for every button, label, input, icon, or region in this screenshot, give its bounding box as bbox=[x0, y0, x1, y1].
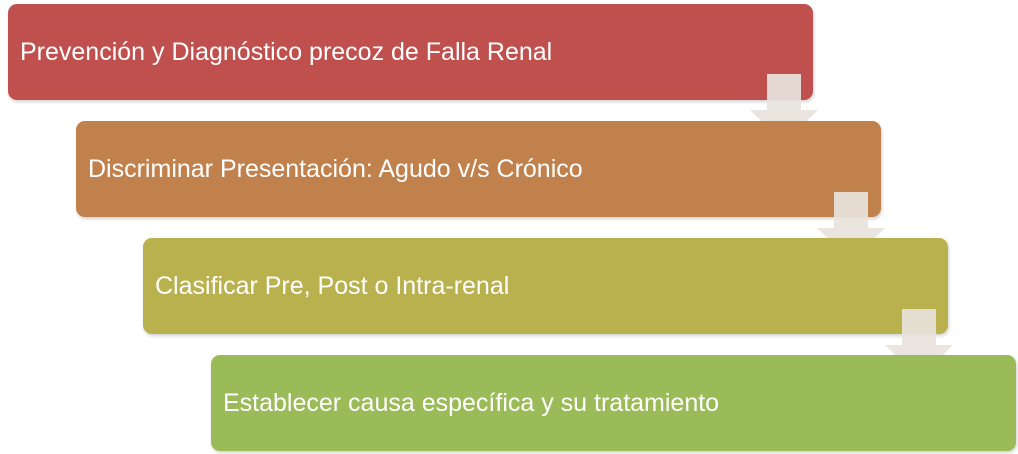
step-4-label: Establecer causa específica y su tratamiento bbox=[223, 388, 720, 417]
step-1-box bbox=[8, 4, 813, 100]
step-2-label: Discriminar Presentación: Agudo v/s Crónico bbox=[88, 154, 583, 183]
step-3-box bbox=[143, 238, 948, 334]
step-1-label: Prevención y Diagnóstico precoz de Falla Renal bbox=[20, 37, 553, 66]
step-4-box bbox=[211, 355, 1016, 451]
step-3-label: Clasificar Pre, Post o Intra-renal bbox=[155, 271, 510, 300]
step-2-box bbox=[76, 121, 881, 217]
